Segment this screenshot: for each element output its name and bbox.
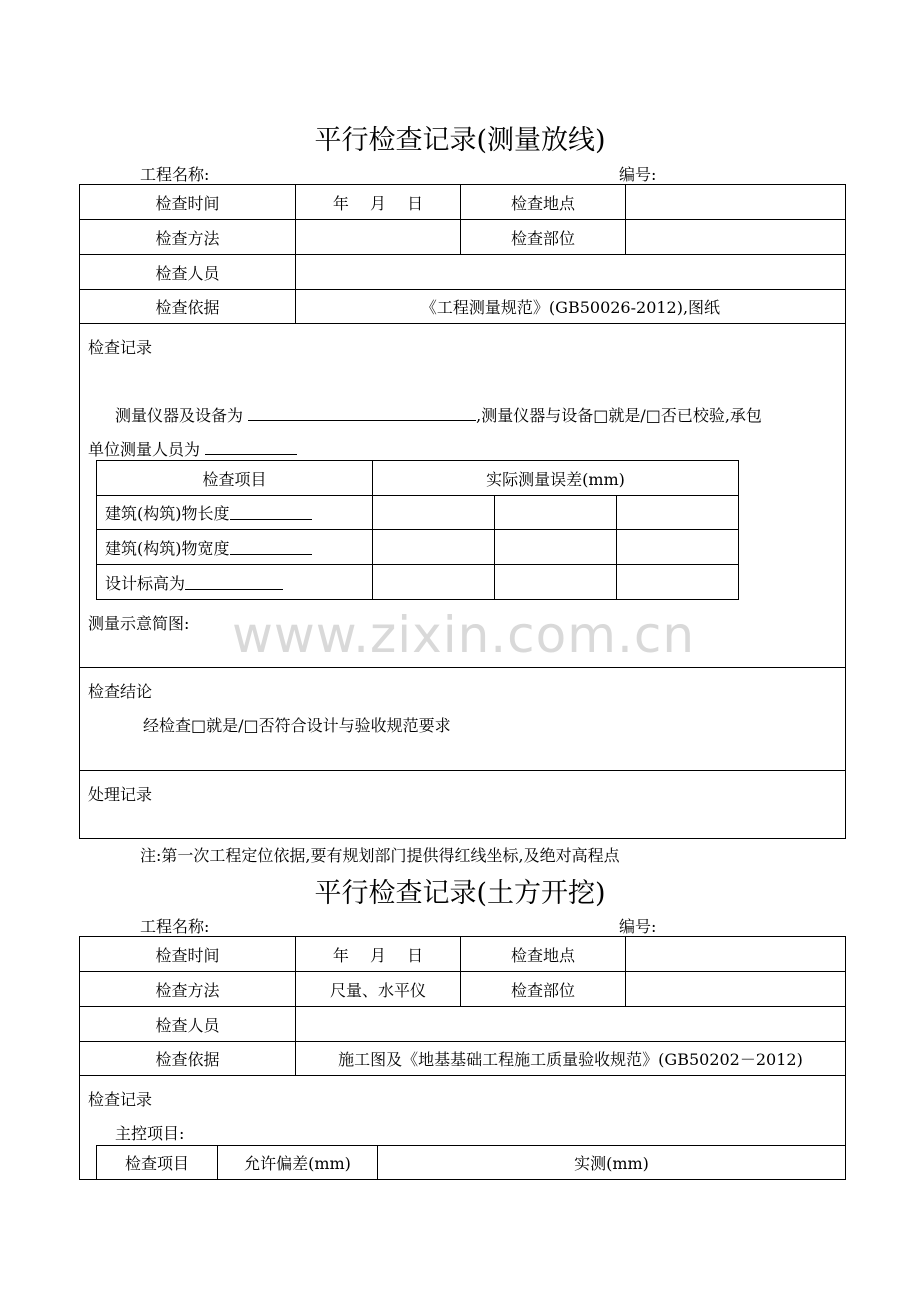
form1-inner-row-length-label: 建筑(构筑)物长度: [105, 504, 230, 523]
form1-place-field[interactable]: [626, 185, 845, 219]
form1-instrument-blank[interactable]: [248, 406, 476, 421]
form1-instrument-suffix: ,测量仪器与设备□就是/□否已校验,承包: [476, 406, 762, 425]
form2-inner-header-allowed: 允许偏差(mm): [244, 1154, 351, 1173]
form1-surveyor-line: [88, 437, 297, 460]
form1-surveyor-text: 单位测量人员为: [88, 440, 201, 459]
form2-personnel-label: 检查人员: [155, 1015, 220, 1035]
form1-inner-row-elevation-label: 设计标高为: [105, 573, 186, 593]
form2-record-label: 检查记录: [88, 1090, 153, 1109]
form2-time-label: 检查时间: [155, 945, 220, 965]
form1-place-label: 检查地点: [510, 193, 575, 213]
form2-place-label: 检查地点: [510, 945, 575, 965]
form2-place-field[interactable]: [626, 937, 845, 971]
form1-inner-row-elevation: [105, 565, 283, 599]
form1-inner-header-item: 检查项目: [202, 469, 267, 489]
form2-main-items-label: 主控项目:: [115, 1124, 185, 1143]
form2-method-label: 检查方法: [155, 980, 220, 1000]
form2-part-label: 检查部位: [510, 980, 575, 1000]
form1-inner-row-elevation-blank[interactable]: [185, 575, 283, 590]
form1-instrument-prefix: 测量仪器及设备为: [115, 406, 244, 425]
form1-title: 平行检查记录(测量放线): [314, 125, 606, 156]
form2-part-field[interactable]: [626, 972, 845, 1006]
form1-surveyor-blank[interactable]: [205, 440, 297, 455]
form1-record-label: 检查记录: [88, 338, 153, 357]
form2-basis-label: 检查依据: [155, 1050, 220, 1069]
form2-inner-header-measured: 实测(mm): [574, 1154, 649, 1173]
form1-method-label: 检查方法: [155, 228, 220, 248]
form1-sketch-label: 测量示意简图:: [88, 614, 190, 633]
form1-inner-row-width: [105, 530, 312, 564]
form2-title: 平行检查记录(土方开挖): [314, 878, 606, 909]
form1-inner-row-length-blank[interactable]: [230, 505, 312, 520]
form1-time-label: 检查时间: [155, 193, 220, 213]
form1-part-field[interactable]: [626, 220, 845, 254]
form1-project-name-label: 工程名称:: [140, 165, 210, 184]
form1-personnel-field[interactable]: [296, 255, 845, 289]
form1-inner-row-length: [105, 496, 312, 529]
form1-handling-label: 处理记录: [88, 785, 153, 804]
form1-inner-row-width-blank[interactable]: [230, 540, 312, 555]
form1-basis-value: 《工程测量规范》(GB50026-2012),图纸: [420, 298, 721, 317]
form1-number-label: 编号:: [619, 165, 657, 184]
form1-method-field[interactable]: [296, 220, 460, 254]
form2-basis-value: 施工图及《地基基础工程施工质量验收规范》(GB50202－2012): [338, 1050, 803, 1069]
form1-part-label: 检查部位: [510, 228, 575, 248]
form1-inner-header-error: 实际测量误差(mm): [486, 469, 625, 489]
form1-personnel-label: 检查人员: [155, 263, 220, 283]
form2-personnel-field[interactable]: [296, 1007, 845, 1041]
watermark: www.zixin.com.cn: [232, 606, 696, 664]
form1-conclusion-label: 检查结论: [88, 682, 153, 701]
form2-date-field[interactable]: 年 月 日: [332, 945, 424, 965]
form1-date-field[interactable]: 年 月 日: [332, 193, 424, 213]
form1-basis-label: 检查依据: [155, 298, 220, 317]
form1-instrument-line: [115, 403, 762, 426]
form2-number-label: 编号:: [619, 917, 657, 936]
form1-conclusion-text: 经检查□就是/□否符合设计与验收规范要求: [143, 716, 451, 735]
form2-method-value[interactable]: 尺量、水平仪: [329, 980, 426, 1000]
form2-project-name-label: 工程名称:: [140, 917, 210, 936]
form1-note: 注:第一次工程定位依据,要有规划部门提供得红线坐标,及绝对高程点: [140, 846, 620, 865]
form2-inner-header-item: 检查项目: [124, 1154, 189, 1173]
form1-inner-row-width-label: 建筑(构筑)物宽度: [105, 538, 230, 558]
